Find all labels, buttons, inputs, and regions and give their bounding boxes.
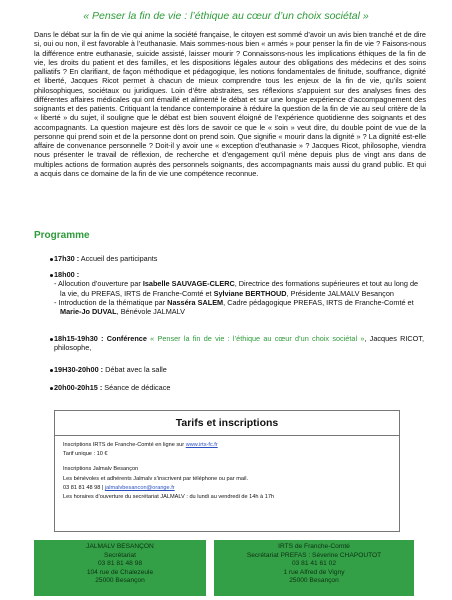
bullet-2 bbox=[50, 274, 53, 277]
contact-city: 25000 Besançon bbox=[289, 577, 339, 585]
tarifs-jalmalv-heading: Inscriptions Jalmalv Besançon bbox=[63, 466, 139, 473]
item-4-text: Débat avec la salle bbox=[103, 365, 167, 374]
bullet-1 bbox=[50, 258, 53, 261]
contact-phone: 03 81 81 48 98 bbox=[98, 560, 142, 568]
speaker-duval: Marie-Jo DUVAL bbox=[60, 307, 117, 317]
programme-item-5 bbox=[54, 383, 424, 392]
bullet-4 bbox=[50, 369, 53, 372]
programme-item-2 bbox=[54, 270, 424, 316]
tarifs-irts-text: Inscriptions IRTS de Franche-Comté en ligne sur bbox=[63, 442, 186, 448]
contact-city: 25000 Besançon bbox=[95, 577, 145, 585]
contact-line-1: Secrétariat bbox=[104, 551, 136, 559]
tarifs-jalmalv-contact bbox=[63, 484, 393, 493]
jalmalv-phone: 03 81 81 48 98 | bbox=[63, 484, 105, 491]
page-title: « Penser la fin de vie : l’éthique au cœur d’un choix sociétal » bbox=[83, 10, 369, 22]
tarifs-price: Tarif unique : 10 € bbox=[63, 451, 108, 458]
programme-item-4 bbox=[54, 365, 424, 374]
programme-heading: Programme bbox=[34, 230, 90, 241]
item-5-time: 20h00-20h15 : bbox=[54, 383, 103, 392]
speaker-salem: Nasséra SALEM bbox=[167, 297, 224, 307]
item-2-l1c: , Directrice des formations supérieures et tout au long de la vie, du PREFAS, IRTS de Franche-Comté et bbox=[60, 279, 419, 298]
item-3-time: 18h15-19h30 : bbox=[54, 334, 104, 343]
contact-line-1: Secrétariat PREFAS : Séverine CHAPOUTOT bbox=[246, 551, 382, 559]
tarifs-hours: Les horaires d’ouverture du secrétariat JALMALV : du lundi au vendredi de 14h à 17h bbox=[63, 494, 275, 501]
speaker-berthoud: Sylviane BERTHOUD bbox=[213, 288, 287, 298]
item-3-strong: Conférence bbox=[103, 334, 151, 343]
tarifs-box bbox=[54, 410, 400, 532]
speaker-sauvage-clerc: Isabelle SAUVAGE-CLERC bbox=[142, 279, 235, 289]
item-2-line-2 bbox=[54, 298, 424, 317]
item-2-l2c: , Cadre pédagogique PREFAS, IRTS de Franche-Comté et bbox=[223, 297, 414, 307]
tarifs-line-irts bbox=[63, 441, 393, 450]
item-2-line-1 bbox=[54, 279, 424, 298]
programme-item-1 bbox=[54, 254, 424, 263]
item-2-l2e: , Bénévole JALMALV bbox=[116, 307, 186, 317]
intro-paragraph: Dans le débat sur la fin de vie qui anime la société française, le citoyen est sommé d’avoir un avis bien tranché et de dire si, oui ou non, il est favorable à l’euthanasie. Mais sommes-nous bien « armés » pour penser la fin de vie ? Faisons-nous la différence entre euthanasie, suicide assisté, laisser mourir ? Connaissons-nous les implications éthiques de la fin de vie, les droits du patient et des familles, et les dispositions légales autour des obligations des médecins et des soins palliatifs ? En clarifiant, de façon méthodique et pédagogique, les notions fondamentales de finitude, souffrance, dignité et liberté, Jacques Ricot permet à chacun de mieux comprendre tous les enjeux de la fin de vie, qu’ils soient philosophiques, sociétaux ou juridiques. Loin d’être abstraites, ses réflexions s’appuient sur des analyses fines des différentes affaires médicales qui ont émaillé et alimenté le débat et sur une longue expérience d’accompagnement des soignants et des patients. Critiquant la tendance contemporaine à réduire la question de la fin de vie au seul critère de la « liberté » du sujet, il souligne que le débat est bien souvent éloigné de l’expérience quotidienne des soignants et des accompagnants. La question majeure est dès lors de savoir ce que le « soin » veut dire, du double point de vue de la personne qui prend soin et de la personne dont on prend soin. Que signifie « mourir dans la dignité » ? La dignité est-elle affaire de convenance personnelle ? Doit-il y avoir une « exception d’euthanasie » ? Jacques Ricot, philosophe, viendra nous présenter le travail de réflexion, de recherche et d’engagement qu’il mène depuis plus de vingt ans dans de multiples actions de formation auprès des personnels soignants, des accompagnants mais aussi du grand public. Et qui a acquis dans ce domaine de la fin de vie une compétence reconnue. bbox=[34, 30, 426, 178]
contact-box-jalmalv bbox=[34, 540, 206, 596]
item-2-l1e: , Présidente JALMALV Besançon bbox=[286, 288, 394, 298]
contact-address: 1 rue Alfred de Vigny bbox=[283, 568, 345, 576]
item-1-time: 17h30 : bbox=[54, 254, 80, 263]
item-5-text: Séance de dédicace bbox=[102, 383, 171, 392]
irts-website-link[interactable]: www.irts-fc.fr bbox=[185, 442, 218, 448]
item-2-l2a: - Introduction de la thématique par bbox=[54, 297, 168, 307]
item-2-time: 18h00 : bbox=[54, 270, 80, 279]
tarifs-heading: Tarifs et inscriptions bbox=[55, 411, 399, 436]
item-1-text: Accueil des participants bbox=[79, 254, 158, 263]
item-4-time: 19H30-20h00 : bbox=[54, 365, 104, 374]
tarifs-jalmalv-info: Les bénévoles et adhérents Jalmalv s’inscrivent par téléphone ou par mail. bbox=[63, 475, 249, 482]
contact-box-irts bbox=[214, 540, 414, 596]
contact-address: 104 rue de Chalezeule bbox=[86, 568, 154, 576]
contact-name: IRTS de Franche-Comté bbox=[278, 543, 350, 550]
jalmalv-email-link[interactable]: jalmalvbesancon@orange.fr bbox=[104, 484, 175, 491]
programme-item-3 bbox=[54, 334, 424, 353]
item-2-l1a: - Allocution d’ouverture par bbox=[54, 279, 143, 289]
bullet-5 bbox=[50, 387, 53, 390]
item-3-rest: , Jacques RICOT, philosophe, bbox=[54, 334, 425, 353]
contact-name: JALMALV BESANÇON bbox=[86, 543, 154, 550]
contact-phone: 03 81 41 61 02 bbox=[292, 560, 336, 568]
conference-title: « Penser la fin de vie : l’éthique au cœur d’un choix sociétal » bbox=[150, 334, 365, 343]
bullet-3 bbox=[50, 338, 53, 341]
tarifs-body bbox=[63, 441, 393, 502]
